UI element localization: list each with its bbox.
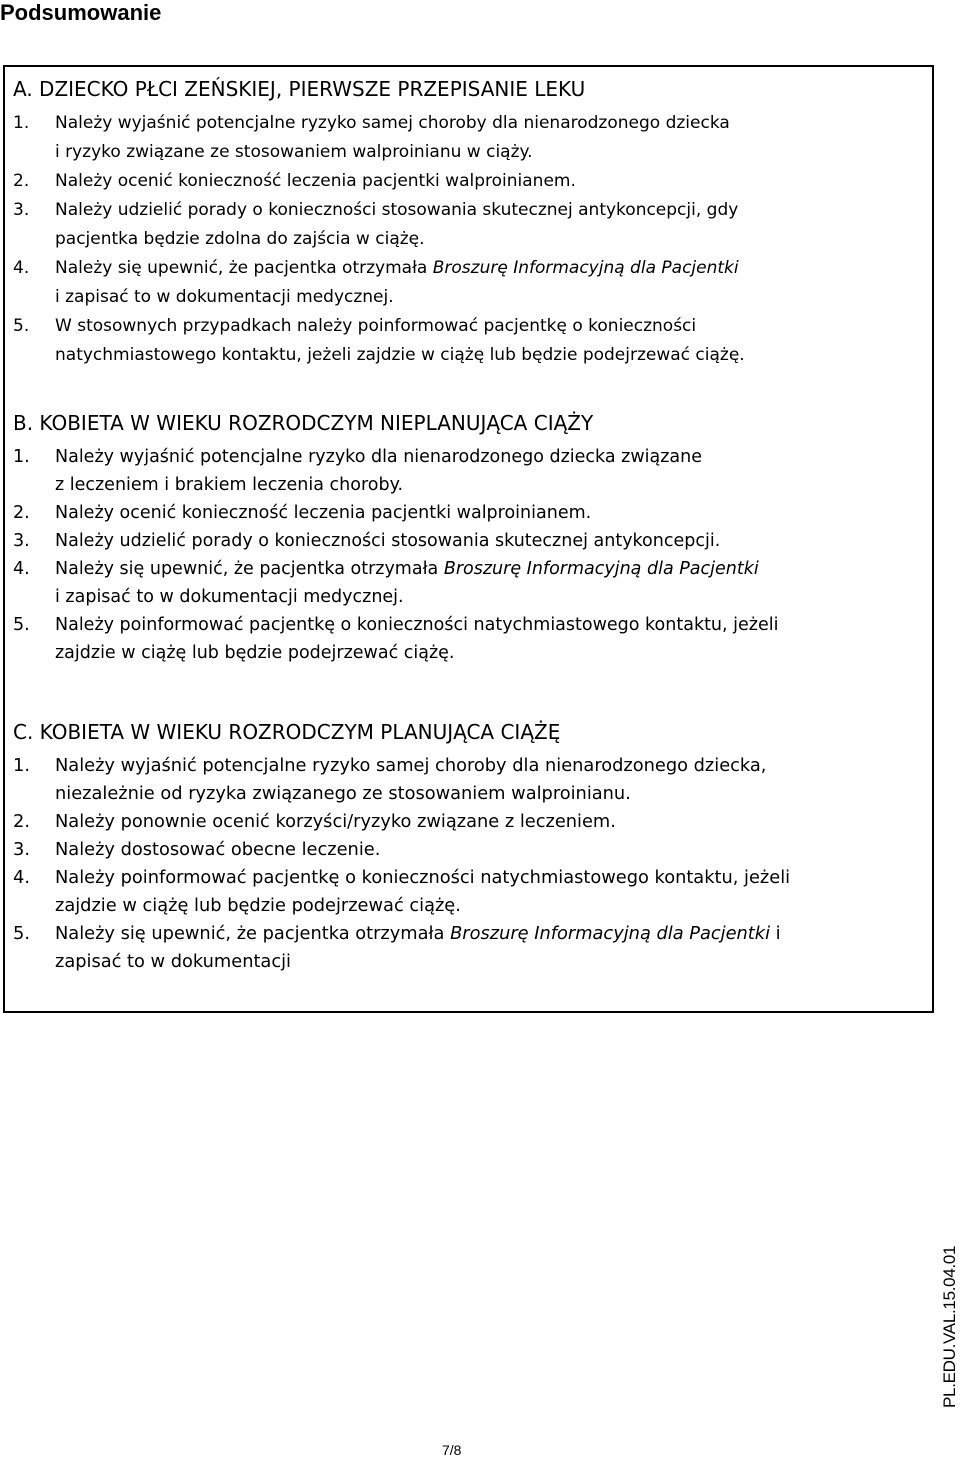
list-item [13,443,913,499]
item-line: W stosownych przypadkach należy poinformować pacjentkę o konieczności [55,316,697,336]
item-number: 5. [13,615,30,635]
item-text: Należy się upewnić, że pacjentka otrzymała [55,559,444,579]
section-heading: B. KOBIETA W WIEKU ROZRODCZYM NIEPLANUJĄCA CIĄŻY [13,411,594,435]
document-code: PL.EDU.VAL.15.04.01 [940,1245,959,1408]
page-title: Podsumowanie [0,0,162,25]
item-line: z leczeniem i brakiem leczenia choroby. [55,475,404,495]
item-text: Należy się upewnić, że pacjentka otrzymała [55,923,451,944]
section-a [13,77,913,370]
item-line: Należy ocenić konieczność leczenia pacjentki walproinianem. [55,503,592,523]
item-line: Należy wyjaśnić potencjalne ryzyko samej choroby dla nienarodzonego dziecka [55,113,730,133]
item-number: 3. [13,200,30,220]
summary-box [3,65,934,1013]
item-line: Należy wyjaśnić potencjalne ryzyko samej choroby dla nienarodzonego dziecka, [55,755,767,776]
item-line: pacjentka będzie zdolna do zajścia w ciążę. [55,229,425,249]
item-number: 1. [13,113,30,133]
brochure-title: Broszurę Informacyjną dla Pacjentki [432,258,739,278]
item-number: 2. [13,171,30,191]
section-list [13,443,913,667]
item-number: 2. [13,811,30,832]
list-item [13,499,913,527]
brochure-title: Broszurę Informacyjną dla Pacjentki [450,923,771,944]
list-item [13,920,913,976]
item-number: 5. [13,316,30,336]
item-number: 1. [13,755,30,776]
list-item [13,109,913,167]
item-text: i [770,923,781,944]
item-line: i zapisać to w dokumentacji medycznej. [55,287,394,307]
item-number: 5. [13,923,30,944]
list-item [13,864,913,920]
item-line: Należy poinformować pacjentkę o konieczności natychmiastowego kontaktu, jeżeli [55,867,791,888]
item-number: 4. [13,559,30,579]
item-number: 4. [13,258,30,278]
list-item [13,167,913,196]
list-item [13,836,913,864]
item-line: niezależnie od ryzyka związanego ze stosowaniem walproinianu. [55,783,631,804]
item-line: i zapisać to w dokumentacji medycznej. [55,587,404,607]
section-list [13,752,913,976]
item-number: 1. [13,447,30,467]
item-line [55,254,913,283]
section-b [13,411,913,667]
list-item [13,196,913,254]
list-item [13,555,913,611]
item-number: 3. [13,531,30,551]
item-number: 4. [13,867,30,888]
item-line: Należy ocenić konieczność leczenia pacjentki walproinianem. [55,171,576,191]
item-line: natychmiastowego kontaktu, jeżeli zajdzie w ciążę lub będzie podejrzewać ciążę. [55,345,745,365]
item-line: Należy poinformować pacjentkę o konieczności natychmiastowego kontaktu, jeżeli [55,615,779,635]
section-heading: A. DZIECKO PŁCI ZEŃSKIEJ, PIERWSZE PRZEPISANIE LEKU [13,77,586,101]
list-item [13,752,913,808]
item-line: zajdzie w ciążę lub będzie podejrzewać ciążę. [55,643,455,663]
item-line: Należy udzielić porady o konieczności stosowania skutecznej antykoncepcji. [55,531,721,551]
page-number: 7/8 [442,1442,462,1458]
item-line: Należy udzielić porady o konieczności stosowania skutecznej antykoncepcji, gdy [55,200,739,220]
section-heading: C. KOBIETA W WIEKU ROZRODCZYM PLANUJĄCA CIĄŻĘ [13,720,561,744]
item-line [55,555,913,583]
list-item [13,808,913,836]
item-line [55,920,913,948]
item-line: Należy wyjaśnić potencjalne ryzyko dla nienarodzonego dziecka związane [55,447,703,467]
item-number: 2. [13,503,30,523]
list-item [13,254,913,312]
item-line: Należy ponownie ocenić korzyści/ryzyko związane z leczeniem. [55,811,616,832]
item-line: zajdzie w ciążę lub będzie podejrzewać ciążę. [55,895,461,916]
brochure-title: Broszurę Informacyjną dla Pacjentki [443,559,759,579]
item-line: Należy dostosować obecne leczenie. [55,839,381,860]
section-c [13,720,913,976]
list-item [13,611,913,667]
section-list [13,109,913,370]
item-text: Należy się upewnić, że pacjentka otrzymała [55,258,433,278]
item-line: i ryzyko związane ze stosowaniem walproinianu w ciąży. [55,142,533,162]
list-item [13,312,913,370]
list-item [13,527,913,555]
item-line: zapisać to w dokumentacji [55,951,291,972]
item-number: 3. [13,839,30,860]
